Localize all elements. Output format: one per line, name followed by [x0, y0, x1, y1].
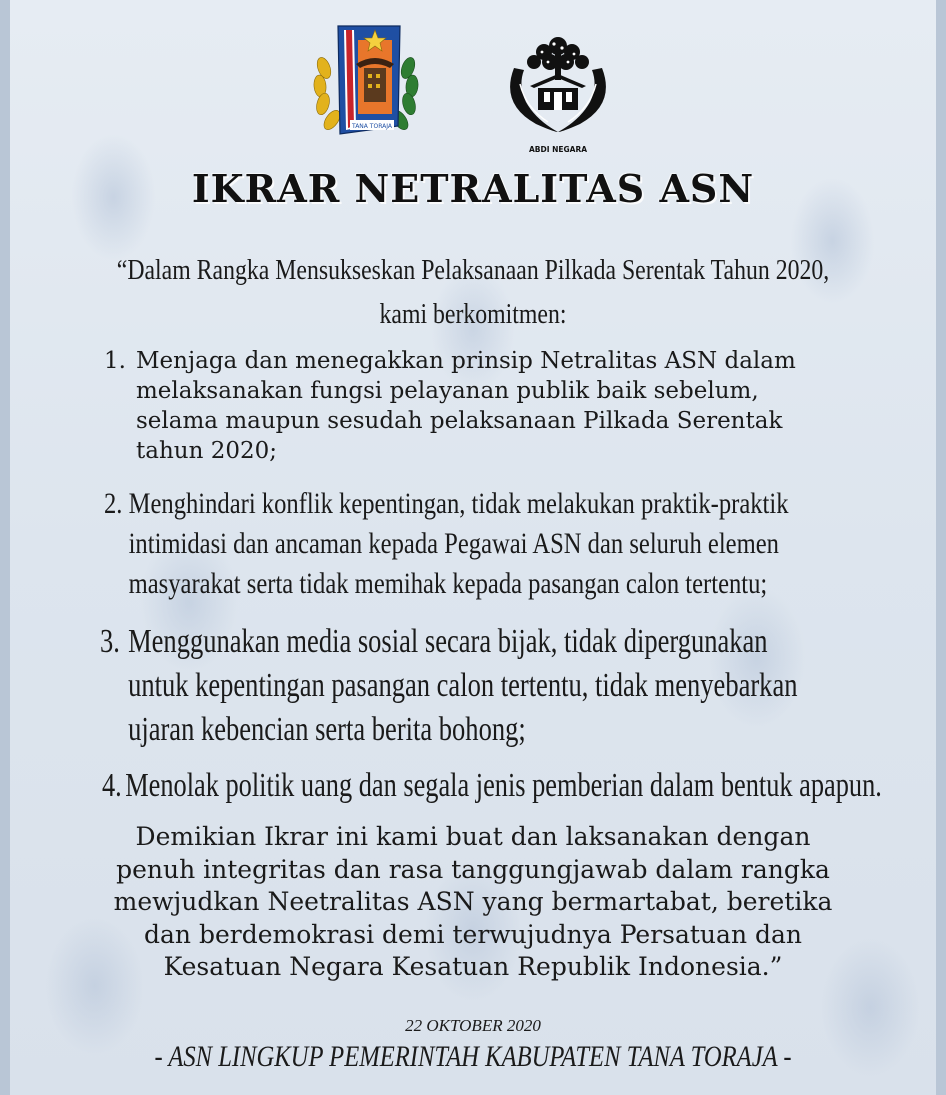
- item-line: Menggunakan media sosial secara bijak, tidak dipergunakan: [128, 623, 768, 660]
- item-line: Menjaga dan menegakkan prinsip Netralitas ASN dalam: [136, 348, 796, 374]
- item-text: [128, 620, 814, 752]
- item-line: Menolak politik uang dan segala jenis pemberian dalam bentuk apapun.: [125, 767, 882, 804]
- intro-statement: [85, 248, 861, 336]
- abdi-negara-logo-text: ABDI NEGARA: [528, 145, 588, 154]
- item-line: ujaran kebencian serta berita bohong;: [128, 711, 526, 748]
- item-text: [136, 346, 876, 466]
- item-line: tahun 2020;: [136, 438, 277, 464]
- signature-line: - ASN LINGKUP PEMERINTAH KABUPATEN TANA TORAJA -: [154, 1040, 792, 1073]
- document-date: 22 OKTOBER 2020: [405, 1016, 541, 1035]
- item-line: melaksanakan fungsi pelayanan publik baik sebelum,: [136, 378, 759, 404]
- item-text: [129, 484, 875, 604]
- closing-statement: [0, 821, 946, 984]
- intro-line: “Dalam Rangka Mensukseskan Pelaksanaan Pilkada Serentak Tahun 2020,: [116, 254, 830, 286]
- tana-toraja-logo-text: TANA TORAJA: [352, 123, 392, 130]
- intro-line: kami berkomitmen:: [379, 298, 567, 330]
- item-text: [125, 764, 882, 808]
- logo-row: [0, 22, 946, 154]
- item-line: intimidasi dan ancaman kepada Pegawai ASN dan seluruh elemen: [128, 527, 779, 560]
- closing-line: penuh integritas dan rasa tanggungjawab dalam rangka: [116, 854, 830, 884]
- item-line: Menghindari konflik kepentingan, tidak melakukan praktik-praktik: [128, 487, 789, 520]
- item-number: 2.: [104, 487, 123, 520]
- closing-line: Demikian Ikrar ini kami buat dan laksanakan dengan: [135, 822, 811, 851]
- closing-line: dan berdemokrasi demi terwujudnya Persatuan dan: [144, 919, 802, 949]
- item-line: selama maupun sesudah pelaksanaan Pilkada Serentak: [136, 408, 783, 434]
- closing-line: Kesatuan Negara Kesatuan Republik Indonesia.”: [163, 952, 783, 982]
- item-number: 3.: [100, 623, 120, 660]
- closing-line: mewjudkan Neetralitas ASN yang bermartabat, beretika: [113, 887, 833, 917]
- item-number: 4.: [102, 767, 122, 804]
- tana-toraja-emblem-icon: [310, 22, 422, 142]
- item-line: untuk kepentingan pasangan calon tertentu, tidak menyebarkan: [128, 667, 798, 704]
- item-line: masyarakat serta tidak memihak kepada pasangan calon tertentu;: [128, 567, 768, 600]
- page-title: IKRAR NETRALITAS ASN: [191, 166, 755, 211]
- item-number: 1.: [104, 348, 126, 374]
- abdi-negara-emblem-icon: [496, 24, 620, 160]
